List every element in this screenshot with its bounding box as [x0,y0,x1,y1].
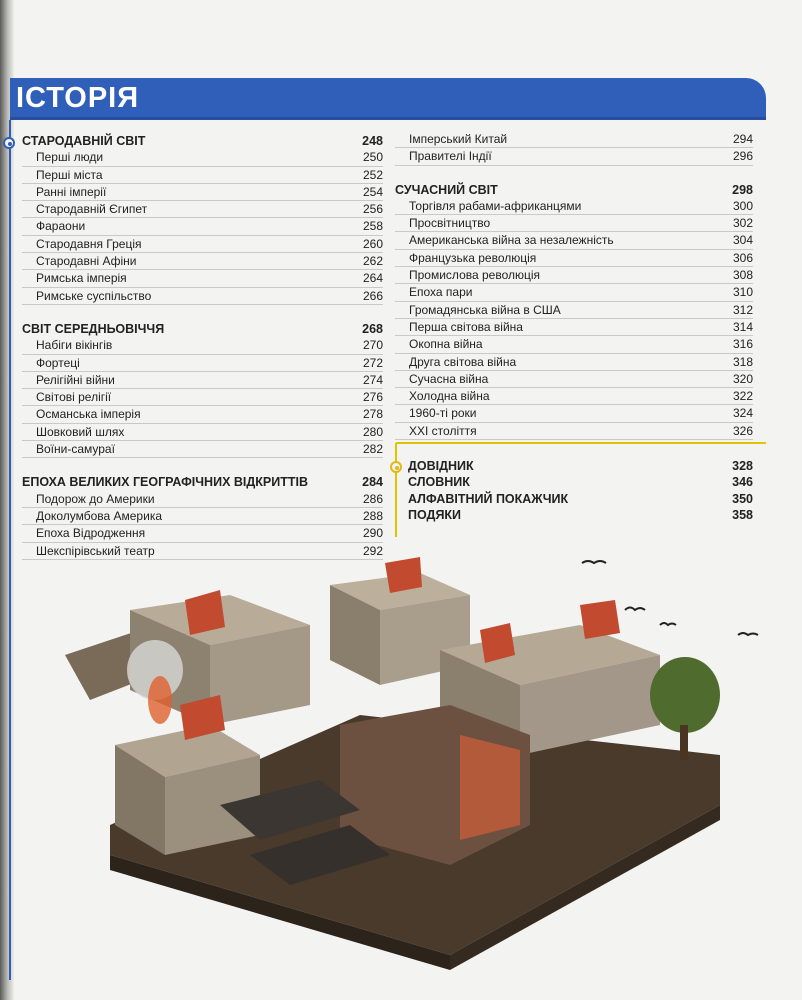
toc-item[interactable]: Доколумбова Америка 288 [22,508,383,525]
section-gap [395,166,753,182]
toc-item[interactable]: Фортеці 272 [22,355,383,372]
toc-item[interactable]: Світові релігії 276 [22,389,383,406]
toc-item[interactable]: Сучасна війна 320 [395,371,753,388]
toc-item[interactable]: Перша світова війна 314 [395,319,753,336]
section-marker-icon [3,137,15,149]
reference-rule [396,442,766,444]
toc-item[interactable]: Громадянська війна в США 312 [395,302,753,319]
toc-heading[interactable]: СТАРОДАВНІЙ СВІТ 248 [22,134,383,148]
reference-marker-icon [390,461,402,473]
toc-item[interactable]: Французька революція 306 [395,250,753,267]
toc-heading[interactable]: СВІТ СЕРЕДНЬОВІЧЧЯ 268 [22,321,383,336]
toc-item[interactable]: XXI століття 326 [395,423,753,440]
toc-item[interactable]: Імперський Китай 294 [395,131,753,148]
toc-item[interactable]: Просвітництво 302 [395,215,753,232]
toc-heading[interactable]: АЛФАВІТНИЙ ПОКАЖЧИК 350 [408,491,753,506]
settlement-illustration [60,555,760,975]
toc-item[interactable]: Промислова революція 308 [395,267,753,284]
toc-heading[interactable]: ЕПОХА ВЕЛИКИХ ГЕОГРАФІЧНИХ ВІДКРИТТІВ 284 [22,475,383,490]
toc-item[interactable]: Османська імперія 278 [22,406,383,423]
section-banner [10,78,766,120]
toc-item[interactable]: Релігійні війни 274 [22,372,383,389]
toc-item[interactable]: Американська війна за незалежність 304 [395,232,753,249]
section-gap [22,305,383,321]
toc-item[interactable]: Стародавній Єгипет 256 [22,201,383,218]
section-rule [9,120,11,980]
toc-item[interactable]: Римська імперія 264 [22,270,383,287]
toc-item[interactable]: Друга світова війна 318 [395,354,753,371]
toc-right-column [395,131,753,440]
bird-icon [625,608,645,611]
toc-left-column [22,133,383,560]
toc-item[interactable]: Епоха пари 310 [395,284,753,301]
toc-item[interactable]: Набіги вікінгів 270 [22,337,383,354]
toc-item[interactable]: Фараони 258 [22,218,383,235]
toc-item[interactable]: Подорож до Америки 286 [22,491,383,508]
section-gap [22,458,383,474]
toc-item[interactable]: Холодна війна 322 [395,388,753,405]
toc-item[interactable]: Шовковий шлях 280 [22,424,383,441]
toc-item[interactable]: Торгівля рабами-африканцями 300 [395,198,753,215]
toc-item[interactable]: Воїни-самураї 282 [22,441,383,458]
toc-item[interactable]: Перші міста 252 [22,167,383,184]
toc-item[interactable]: Епоха Відродження 290 [22,525,383,542]
toc-heading[interactable]: ДОВІДНИК 328 [408,459,753,473]
toc-reference [408,458,753,523]
bird-icon [660,623,676,625]
bird-icon [738,633,758,635]
toc-item[interactable]: Окопна війна 316 [395,336,753,353]
toc-item[interactable]: Римське суспільство 266 [22,288,383,305]
page-title: ІСТОРІЯ [16,82,140,114]
toc-heading[interactable]: СЛОВНИК 346 [408,475,753,490]
toc-item[interactable]: Стародавні Афіни 262 [22,253,383,270]
toc-heading[interactable]: СУЧАСНИЙ СВІТ 298 [395,182,753,197]
page-spine [0,0,14,1000]
toc-item[interactable]: Перші люди 250 [22,149,383,166]
toc-heading[interactable]: ПОДЯКИ 358 [408,507,753,522]
reference-rule-vertical [395,443,397,537]
toc-item[interactable]: Стародавня Греція 260 [22,236,383,253]
toc-item[interactable]: 1960-ті роки 324 [395,405,753,422]
toc-item[interactable]: Шекспірівський театр 292 [22,543,383,560]
bird-icon [582,561,606,563]
toc-item[interactable]: Правителі Індії 296 [395,148,753,165]
toc-item[interactable]: Ранні імперії 254 [22,184,383,201]
